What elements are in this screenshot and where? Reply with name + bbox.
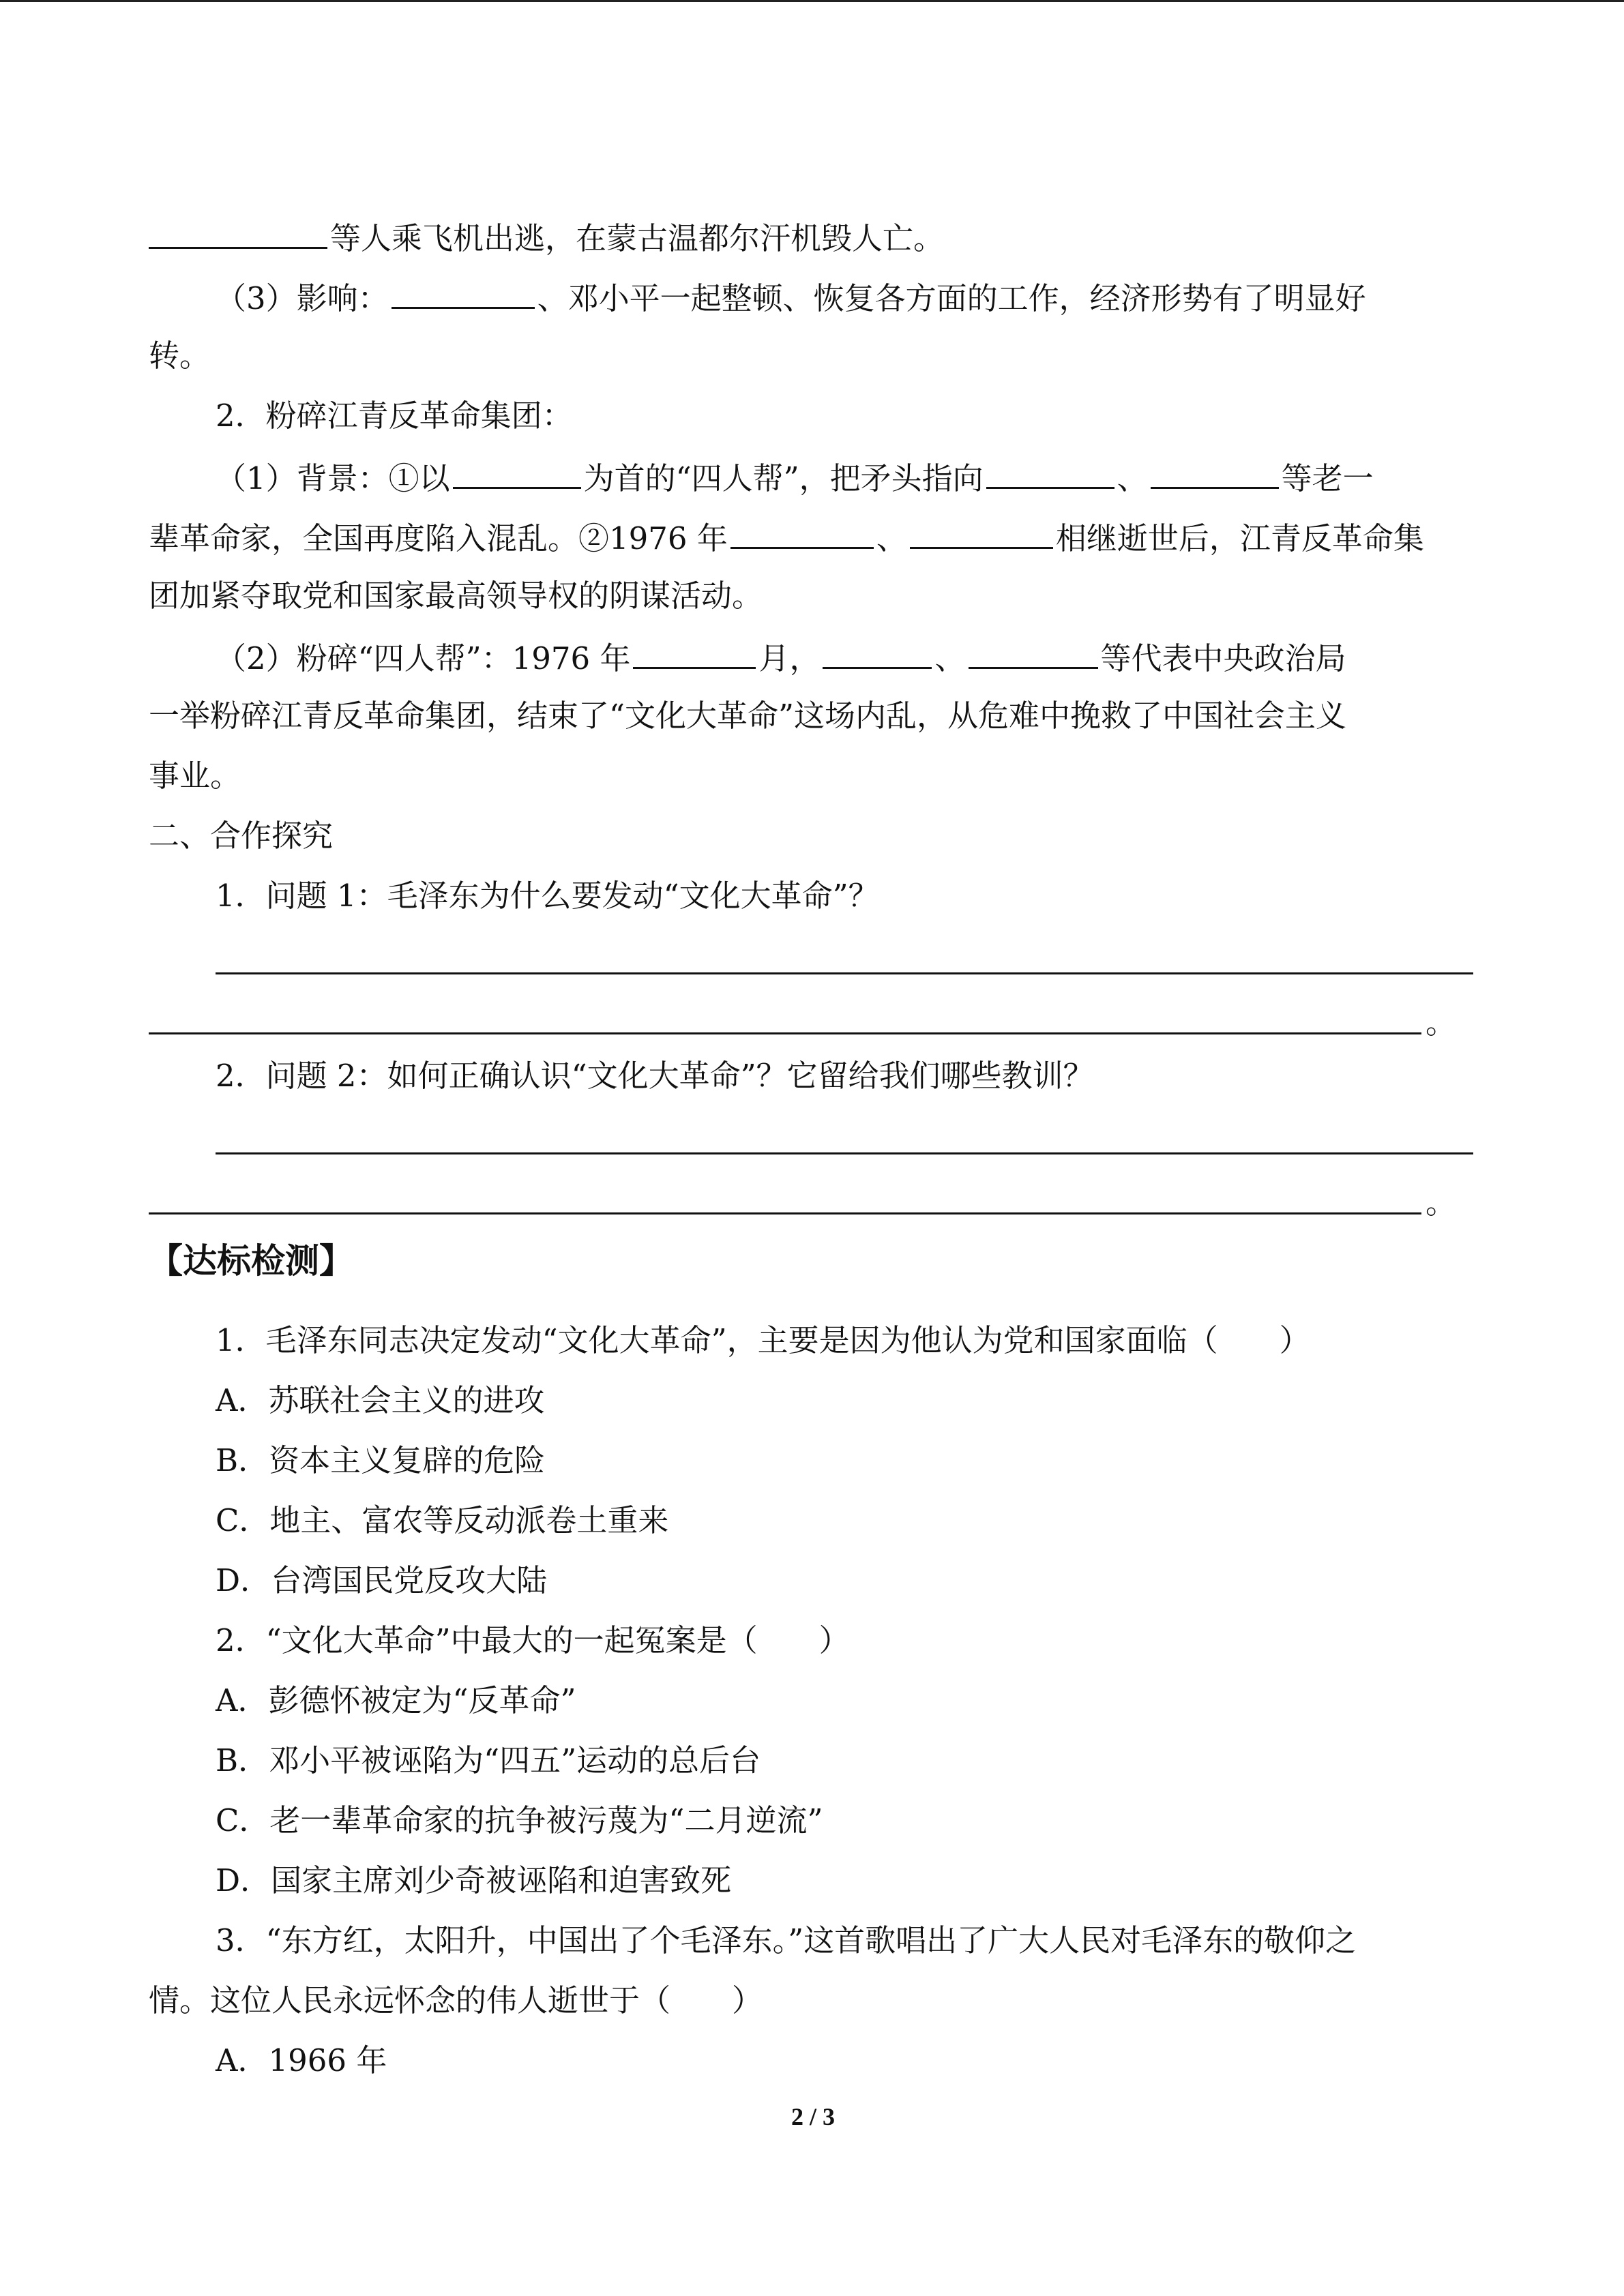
- answer-blank: [986, 456, 1114, 489]
- mc-option: B．邓小平被诬陷为“四五”运动的总后台: [216, 1742, 761, 1778]
- answer-line: [149, 1032, 1421, 1034]
- answer-blank: [149, 215, 327, 249]
- answer-blank: [969, 636, 1098, 669]
- fill-line-1: 等人乘飞机出逃，在蒙古温都尔汗机毁人亡。: [149, 215, 944, 259]
- answer-blank: [633, 636, 756, 669]
- mc-question-2: 2．“文化大革命”中最大的一起冤案是（ ）: [216, 1622, 850, 1658]
- mc-option: B．资本主义复辟的危险: [216, 1442, 546, 1478]
- mc-question-3-cont: 情。这位人民永远怀念的伟人逝世于（ ）: [149, 1982, 763, 2018]
- smash-line-2: 一举粉碎江青反革命集团，结束了“文化大革命”这场内乱，从危难中挽救了中国社会主义: [149, 698, 1347, 734]
- page-number: 2 / 3: [791, 2103, 836, 2130]
- answer-blank: [730, 516, 874, 549]
- question-2: 2．问题 2：如何正确认识“文化大革命”？它留给我们哪些教训？: [216, 1058, 1094, 1094]
- section2-title: 二、合作探究: [149, 818, 334, 854]
- mc-option: C．老一辈革命家的抗争被污蔑为“二月逆流”: [216, 1802, 823, 1838]
- answer-blank: [392, 275, 535, 309]
- background-line-1: （1）背景：①以 为首的“四人帮”，把矛头指向 、 等老一: [216, 456, 1374, 499]
- answer-line: [216, 972, 1473, 974]
- top-border: [0, 0, 1624, 2]
- impact-line-cont: 转。: [149, 338, 211, 374]
- mc-option: A．1966 年: [216, 2042, 387, 2078]
- impact-line: （3）影响： 、邓小平一起整顿、恢复各方面的工作，经济形势有了明显好: [216, 275, 1366, 319]
- answer-blank: [453, 456, 581, 489]
- end-period: 。: [1426, 1004, 1457, 1041]
- background-line-2: 辈革命家，全国再度陷入混乱。②1976 年 、 相继逝世后，江青反革命集: [149, 516, 1424, 559]
- smash-line-3: 事业。: [149, 758, 241, 794]
- item2-title: 2．粉碎江青反革命集团：: [216, 398, 573, 434]
- background-line-3: 团加紧夺取党和国家最高领导权的阴谋活动。: [149, 578, 763, 614]
- mc-option: C．地主、富农等反动派卷土重来: [216, 1502, 669, 1538]
- mc-option: A．彭德怀被定为“反革命”: [216, 1682, 576, 1718]
- section3-title: 【达标检测】: [149, 1241, 353, 1281]
- answer-blank: [910, 516, 1053, 549]
- mc-question-3: 3．“东方红，太阳升，中国出了个毛泽东。”这首歌唱出了广大人民对毛泽东的敬仰之: [216, 1922, 1357, 1958]
- mc-option: A．苏联社会主义的进攻: [216, 1382, 545, 1418]
- answer-line: [216, 1152, 1473, 1154]
- answer-blank: [1151, 456, 1279, 489]
- answer-line: [149, 1212, 1421, 1214]
- question-1: 1．问题 1：毛泽东为什么要发动“文化大革命”？: [216, 878, 879, 914]
- smash-line-1: （2）粉碎“四人帮”：1976 年 月， 、 等代表中央政治局: [216, 636, 1346, 679]
- mc-option: D．国家主席刘少奇被诬陷和迫害致死: [216, 1862, 732, 1898]
- mc-option: D．台湾国民党反攻大陆: [216, 1562, 548, 1598]
- mc-question-1: 1．毛泽东同志决定发动“文化大革命”，主要是因为他认为党和国家面临（ ）: [216, 1322, 1310, 1358]
- answer-blank: [823, 636, 932, 669]
- end-period: 。: [1426, 1184, 1457, 1221]
